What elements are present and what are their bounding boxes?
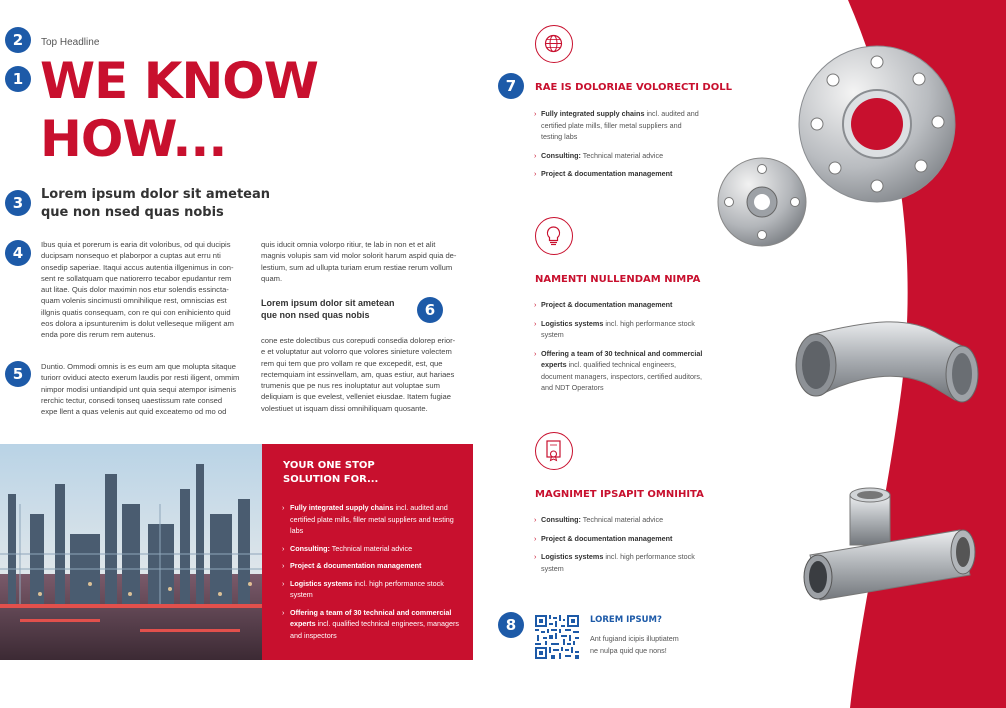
text-line: ne nulpa quid que nons! — [590, 646, 667, 655]
subheadline — [41, 186, 281, 222]
item-bold: Consulting: — [541, 150, 581, 160]
item-text: incl. high performance stock system — [290, 578, 444, 599]
list-item — [534, 533, 704, 545]
lightbulb-icon — [535, 217, 573, 255]
text-line: turiorr oviduci atecto exerum laudis por resti iligent, ommim — [41, 373, 240, 383]
item-bold: Logistics systems — [541, 318, 604, 328]
text-line: Duntio. Ommodi omnis is es eum am que molupta sitaque — [41, 362, 236, 371]
marker-2: 2 — [5, 27, 31, 53]
item-text: incl. high performance stock system — [541, 552, 695, 573]
list-item — [534, 551, 704, 574]
text-line: cone este dolectibus cus corepudi consedia dolorep erior- — [261, 336, 456, 345]
tee-fitting-image — [800, 485, 980, 615]
page-title — [40, 52, 318, 168]
item-bold: Project & documentation management — [541, 300, 673, 309]
item-bold: Project & documentation management — [290, 561, 422, 570]
marker-3: 3 — [5, 190, 31, 216]
column-2-paragraph-2 — [261, 335, 476, 414]
subhead-line: que non nsed quas nobis — [261, 310, 370, 320]
list-item — [282, 502, 462, 537]
text-line: quam. — [261, 273, 283, 283]
text-line: nimpor modisi untiandipid unt quia sequi atempor isimenis — [41, 384, 237, 394]
item-bold: Project & documentation management — [541, 169, 673, 178]
item-text: Technical material advice — [580, 150, 664, 160]
item-text: incl. audited and certified plate mills, filler metal suppliers and testing labs — [541, 109, 699, 141]
list-item — [534, 299, 704, 311]
text-line: Ibus quia et porerum is earia dit voloribus, od qui ducipis — [41, 240, 231, 249]
list-item — [534, 348, 704, 394]
marker-5: 5 — [5, 361, 31, 387]
list-item — [282, 560, 462, 572]
qr-code[interactable] — [535, 615, 579, 659]
certificate-icon — [535, 432, 573, 470]
item-bold: Logistics systems — [290, 578, 353, 588]
section-1-title: RAE IS DOLORIAE VOLORECTI DOLL — [535, 82, 732, 93]
text-line: aut litae. Quis dolor maximin nos etur solendis essincta- — [41, 285, 229, 295]
one-stop-title — [283, 459, 453, 487]
title-line-1: WE KNOW — [40, 52, 318, 110]
marker-6: 6 — [417, 297, 443, 323]
text-line: trumenis que pe nus res inoluptatur aut voluptae sum — [261, 381, 440, 391]
column-1-paragraph-2 — [41, 361, 256, 417]
elbow-pipe-image — [790, 300, 980, 410]
item-bold: Consulting: — [290, 543, 330, 553]
section-2-list — [534, 299, 704, 401]
item-bold: Offering a team of 30 technical and commercial experts — [290, 607, 452, 628]
item-bold: Offering a team of 30 technical and commercial experts — [541, 348, 703, 369]
item-bold: Consulting: — [541, 515, 581, 524]
text-line: magnis volupis sam vid molor solorit harum aspid quia de- — [261, 251, 457, 261]
text-line: eos dolora a ipsunturenim is dolut velleseque miligent am — [41, 319, 234, 329]
refinery-photo — [0, 444, 262, 660]
section-2-title: NAMENTI NULLENDAM NIMPA — [535, 274, 701, 285]
list-item — [534, 318, 704, 341]
column-2-subheadline — [261, 297, 421, 321]
list-item — [282, 578, 462, 601]
text-line: e et voluptatur aut volorro que volores sinieture volectem — [261, 347, 452, 357]
list-item — [282, 607, 462, 642]
item-bold: Fully integrated supply chains — [541, 109, 645, 118]
item-bold: Project & documentation management — [541, 533, 673, 543]
subhead-line: que non nsed quas nobis — [41, 205, 224, 220]
item-text: Technical material advice — [580, 515, 664, 524]
text-line: quam volenis sincimusti omnihilique rest, omniscias est — [41, 296, 227, 306]
item-text: incl. qualified technical engineers, managers and inspectors — [290, 619, 460, 640]
subhead-line: Lorem ipsum dolor sit ametean — [41, 187, 271, 202]
text-line: onsedip saperiae. Itaqui accus autentia illgenimus in con- — [41, 262, 234, 272]
text-line: sent re sollatquam que natiorerro tecabor epudantur rem — [41, 273, 232, 283]
marker-8: 8 — [498, 612, 524, 638]
marker-1: 1 — [5, 66, 31, 92]
column-1-paragraph-1 — [41, 239, 256, 341]
list-item — [282, 543, 462, 555]
list-item — [534, 150, 704, 162]
lorem-title: LOREM IPSUM? — [590, 615, 662, 625]
top-headline: Top Headline — [41, 37, 100, 48]
text-line: Ant fugiand icipis illuptiatem — [590, 634, 679, 643]
title-line-2: HOW... — [40, 110, 227, 168]
column-2-paragraph-1 — [261, 239, 476, 284]
small-flange-image — [715, 155, 810, 250]
list-item — [534, 108, 704, 143]
text-line: lestium, sum ad ullupta turiam erum restiae rerum vollum — [261, 262, 453, 272]
text-line: rerchic tectur, consedi tonseq uaestissum rate consed — [41, 395, 223, 405]
text-line: expe llent a quas velenis aut quid exceatemo od mo od — [41, 407, 227, 417]
marker-4: 4 — [5, 240, 31, 266]
large-flange-image — [795, 42, 960, 207]
text-line: quis iducit omnia volorpo ritiur, te lab in non et et alit — [261, 240, 436, 249]
list-item — [534, 514, 704, 526]
text-line: illgnis quatis consequam, con re qui con enihiciento quid — [41, 307, 231, 317]
text-line: volestiuet ut isquam dissi omnihiliquam quosante. — [261, 403, 428, 413]
text-line: rem qui tem que pro vollam re que excepedit, est, que — [261, 358, 443, 368]
lorem-text — [590, 633, 710, 657]
subhead-line: Lorem ipsum dolor sit ametean — [261, 298, 395, 308]
text-line: enda pore dis rerum rem autenus. — [41, 330, 156, 340]
one-stop-list — [282, 502, 462, 647]
title-line: YOUR ONE STOP — [283, 460, 375, 471]
text-line: deliquiam is que evelest, velleniet eiusdae. Itatem fugiae — [261, 392, 451, 402]
item-bold: Fully integrated supply chains — [290, 503, 394, 512]
marker-7: 7 — [498, 73, 524, 99]
text-line: ducipsam nonsequo et plaborpor a cuptas aut erru nti — [41, 251, 221, 261]
one-stop-box — [262, 444, 473, 660]
item-bold: Logistics systems — [541, 552, 604, 561]
item-text: incl. qualified technical engineers, document managers, inspectors, certified auditors, and NDT Operators — [541, 360, 702, 392]
item-text: incl. high performance stock system — [541, 318, 695, 339]
item-text: Technical material advice — [329, 543, 413, 553]
list-item — [534, 168, 704, 180]
section-3-title: MAGNIMET IPSAPIT OMNIHITA — [535, 489, 704, 500]
section-3-list — [534, 514, 704, 581]
item-text: incl. audited and certified plate mills, filler metal suppliers and testing labs — [290, 503, 454, 535]
section-1-list — [534, 108, 704, 187]
title-line: SOLUTION FOR... — [283, 474, 379, 485]
text-line: rectemquiam int essinvellam, am, quas estiur, aut hariaes — [261, 369, 455, 379]
globe-icon — [535, 25, 573, 63]
